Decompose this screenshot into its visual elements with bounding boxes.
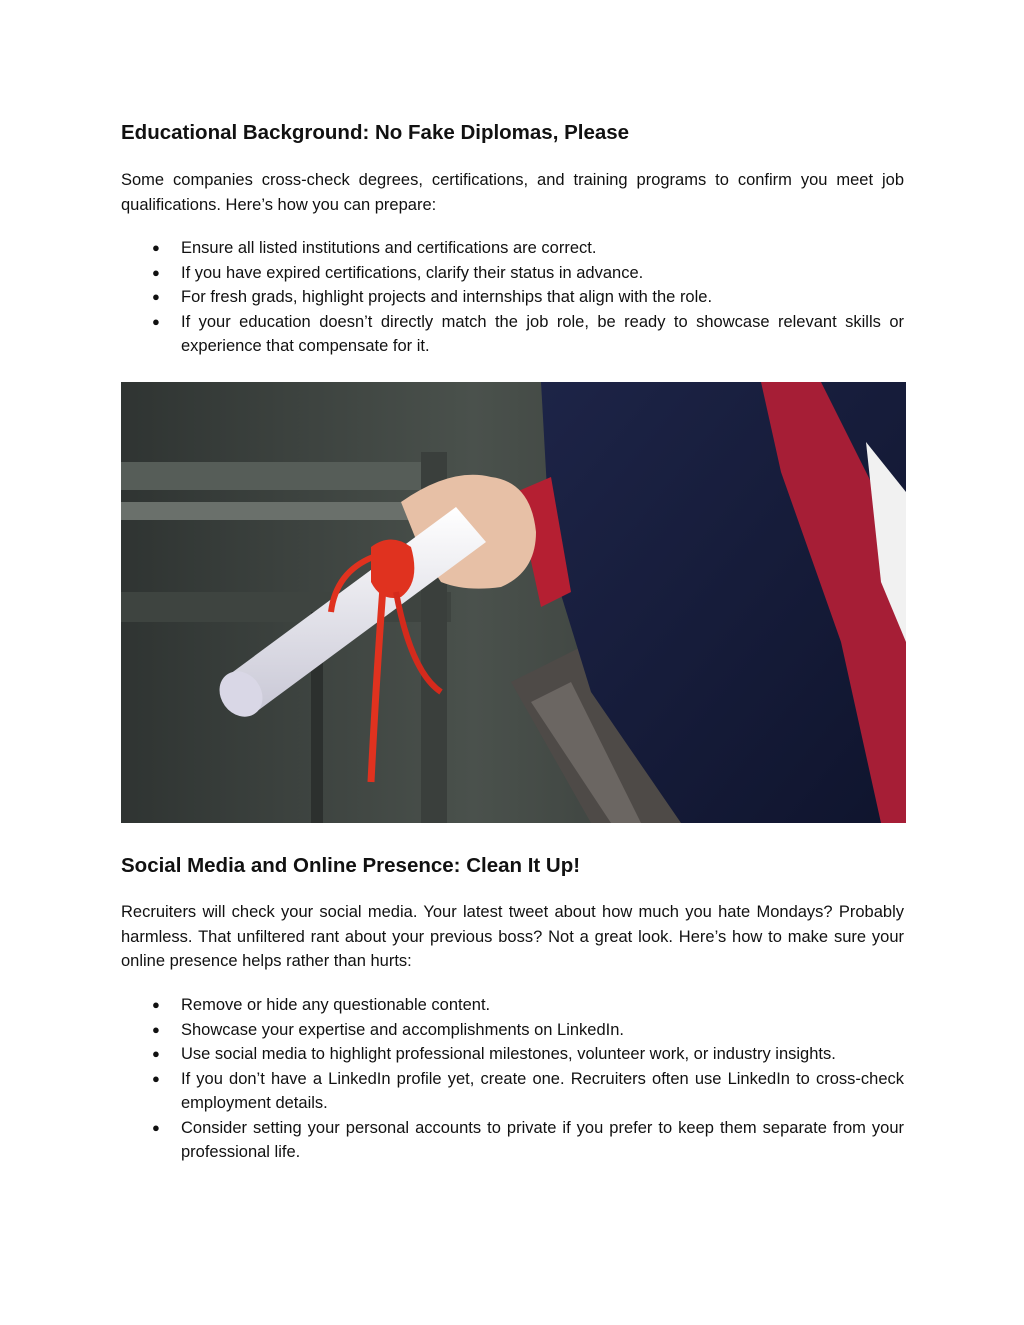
section-heading-social-media: Social Media and Online Presence: Clean It Up! (121, 854, 581, 877)
list-item: ● For fresh grads, highlight projects and internships that align with the role. (121, 285, 904, 310)
list-item: ● If you don’t have a LinkedIn profile yet, create one. Recruiters often use LinkedIn to cross-check employment details. (121, 1067, 904, 1116)
section-heading-education: Educational Background: No Fake Diplomas, Please (121, 121, 630, 144)
list-item: ● Showcase your expertise and accomplishments on LinkedIn. (121, 1018, 904, 1043)
bullet-icon: ● (152, 264, 160, 280)
bullet-icon: ● (152, 1070, 160, 1086)
bullet-icon: ● (152, 1119, 160, 1135)
bullet-icon: ● (152, 1046, 160, 1061)
bullet-list-education (121, 236, 904, 359)
bullet-icon: ● (152, 313, 160, 329)
bullet-list-social-media (121, 993, 904, 1165)
bullet-icon: ● (152, 1021, 160, 1037)
list-item: ● If your education doesn’t directly match the job role, be ready to showcase relevant skills or experience that compensate for it. (121, 310, 904, 359)
list-item: ● Ensure all listed institutions and certifications are correct. (121, 236, 904, 261)
list-item: ● If you have expired certifications, clarify their status in advance. (121, 261, 904, 286)
bullet-icon: ● (152, 240, 160, 255)
list-item: ● Use social media to highlight professional milestones, volunteer work, or industry insights. (121, 1042, 904, 1067)
graduation-diploma-photo (121, 382, 906, 823)
section-intro-social-media: Recruiters will check your social media. Your latest tweet about how much you hate Mondays? Probably harmless. That unfiltered rant about your previous boss? Not a great look. Here’s how to make sure your online presence helps rather than hurts: (121, 903, 904, 970)
section-intro-education: Some companies cross-check degrees, certifications, and training programs to confirm you meet job qualifications. Here’s how you can prepare: (121, 171, 904, 214)
list-item: ● Remove or hide any questionable content. (121, 993, 904, 1018)
list-item: ● Consider setting your personal accounts to private if you prefer to keep them separate from your professional life. (121, 1116, 904, 1165)
bullet-icon: ● (152, 289, 160, 304)
bullet-icon: ● (152, 997, 160, 1012)
